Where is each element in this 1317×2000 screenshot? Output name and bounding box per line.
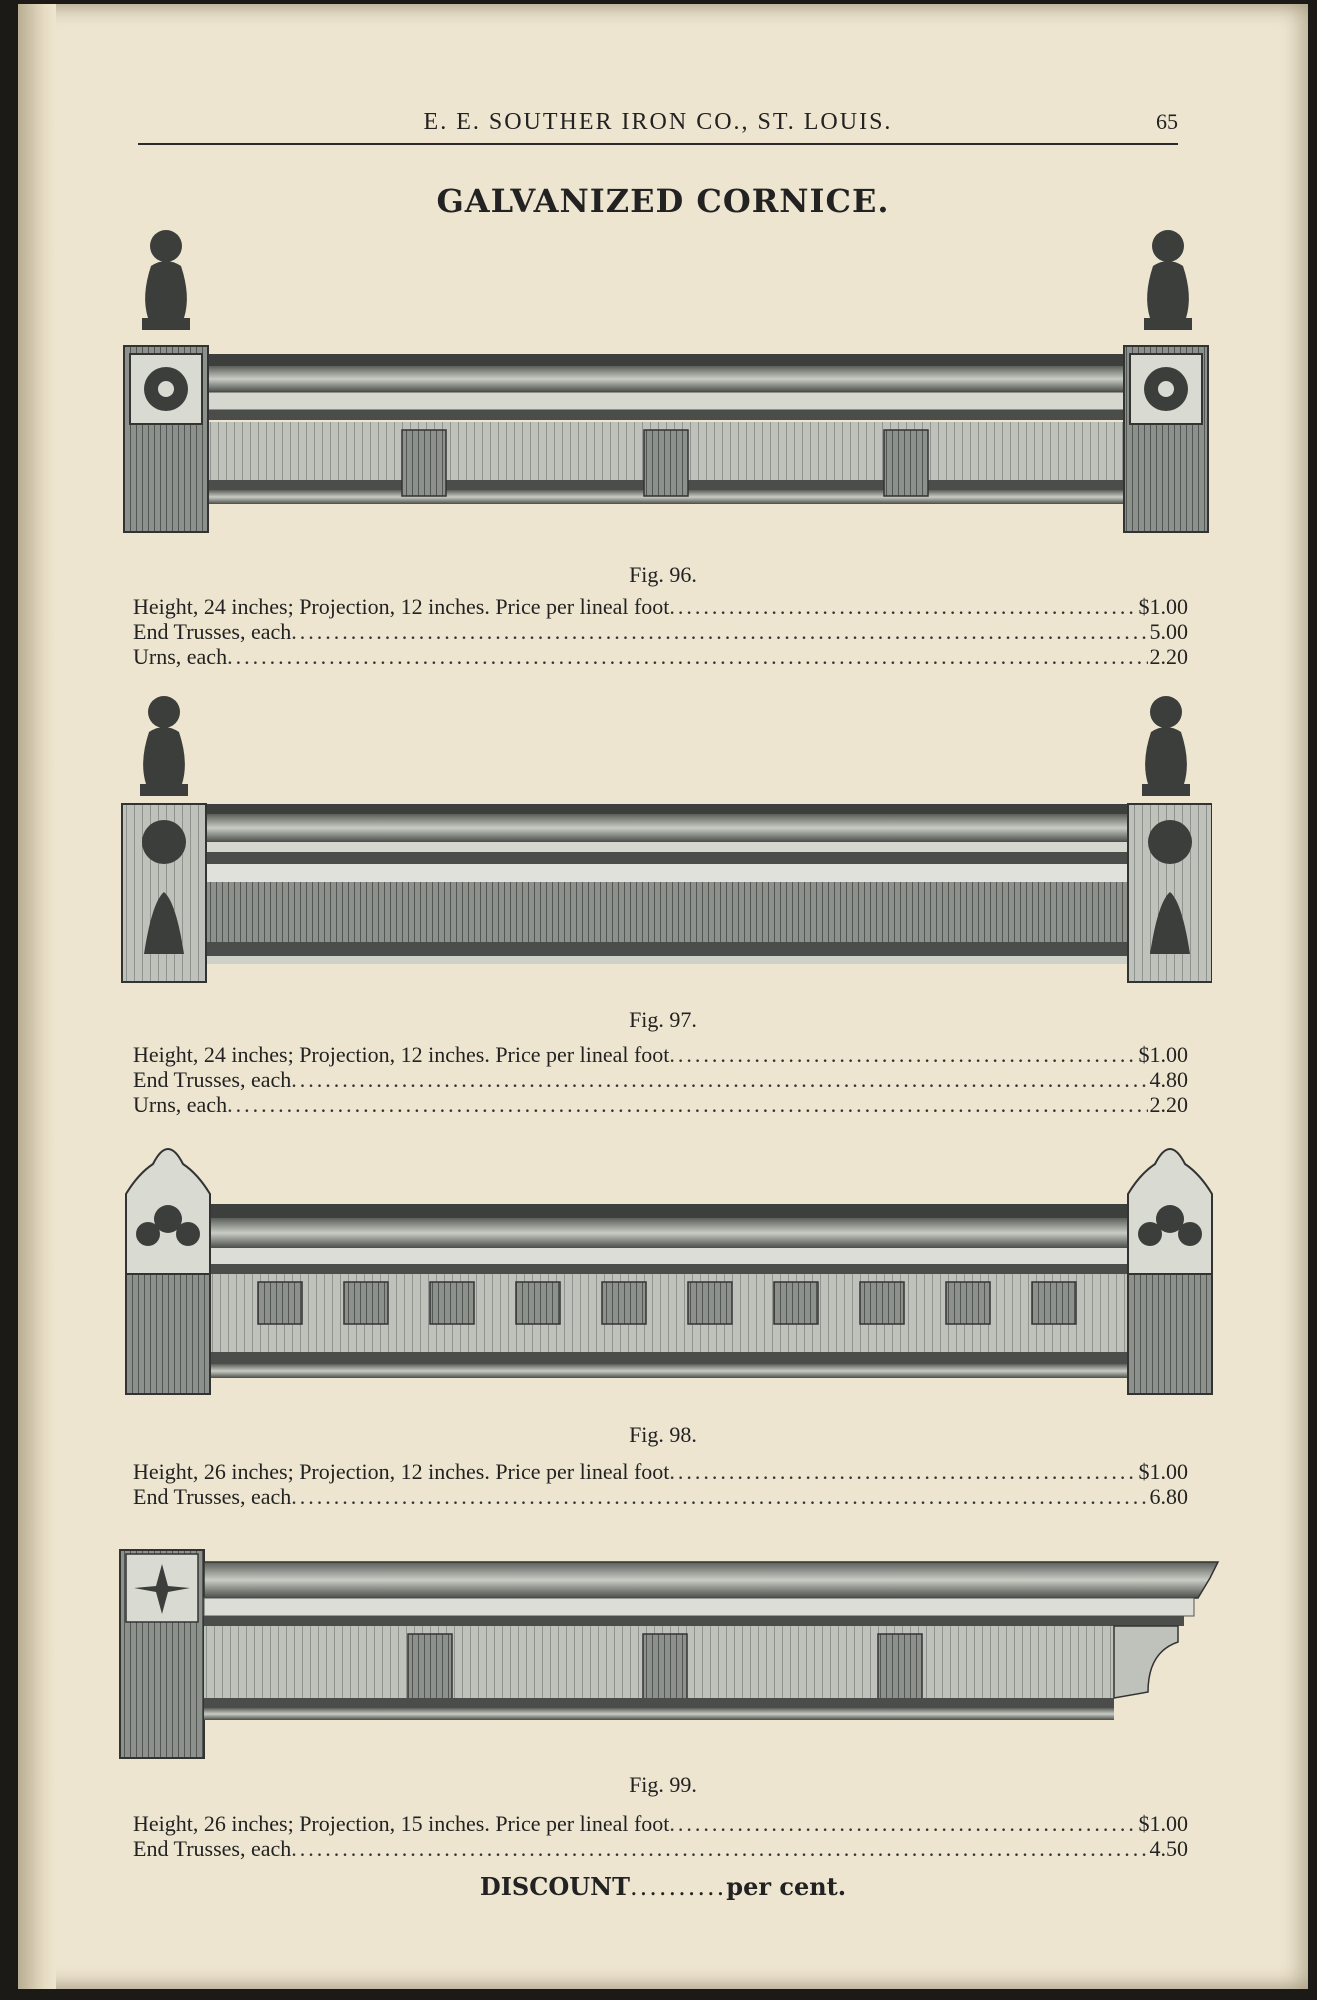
dot-leader xyxy=(227,1092,1147,1117)
price-line xyxy=(133,644,1188,669)
page-title: GALVANIZED CORNICE. xyxy=(436,182,890,220)
price-line-price: 4.50 xyxy=(1149,1836,1188,1861)
cornice-illustration-fig-98 xyxy=(108,1134,1218,1399)
discount-line xyxy=(18,1872,1308,1901)
dot-leader xyxy=(291,1484,1147,1509)
price-line xyxy=(133,619,1188,644)
price-line xyxy=(133,1811,1188,1836)
price-line-price: 6.80 xyxy=(1149,1484,1188,1509)
cornice-illustration-fig-96 xyxy=(106,226,1216,536)
price-line xyxy=(133,1092,1188,1117)
dot-leader xyxy=(291,1836,1147,1861)
price-line xyxy=(133,1484,1188,1509)
discount-dot-leader: .......... xyxy=(629,1873,727,1901)
price-line xyxy=(133,1042,1188,1067)
price-list xyxy=(133,1459,1188,1509)
price-line-label: End Trusses, each xyxy=(133,1836,292,1861)
price-line-price: $1.00 xyxy=(1138,1811,1188,1836)
book-gutter xyxy=(18,4,56,1989)
dot-leader xyxy=(291,1067,1147,1092)
price-line-price: $1.00 xyxy=(1138,1459,1188,1484)
price-list xyxy=(133,1811,1188,1861)
price-line-label: End Trusses, each xyxy=(133,619,292,644)
running-title: E. E. SOUTHER IRON CO., ST. LOUIS. xyxy=(423,109,893,135)
price-line-price: 4.80 xyxy=(1149,1067,1188,1092)
price-line xyxy=(133,594,1188,619)
discount-label: DISCOUNT xyxy=(479,1872,630,1901)
price-line-price: 5.00 xyxy=(1149,619,1188,644)
price-line-price: 2.20 xyxy=(1149,644,1188,669)
running-head xyxy=(138,109,1178,145)
price-list xyxy=(133,594,1188,669)
price-line-label: Urns, each xyxy=(133,1092,228,1117)
price-line-label: End Trusses, each xyxy=(133,1484,292,1509)
figure-caption: Fig. 96. xyxy=(629,562,697,587)
price-line-price: 2.20 xyxy=(1149,1092,1188,1117)
dot-leader xyxy=(669,1459,1136,1484)
cornice-illustration-fig-97 xyxy=(102,692,1212,992)
figure-caption: Fig. 99. xyxy=(629,1772,697,1797)
figure-caption: Fig. 97. xyxy=(629,1007,697,1032)
price-line xyxy=(133,1067,1188,1092)
price-line-label: Height, 24 inches; Projection, 12 inches. Price per lineal foot xyxy=(133,1042,670,1067)
dot-leader xyxy=(669,1811,1136,1836)
price-line xyxy=(133,1459,1188,1484)
dot-leader xyxy=(669,594,1136,619)
price-line-label: Height, 26 inches; Projection, 12 inches. Price per lineal foot xyxy=(133,1459,670,1484)
price-line-label: End Trusses, each xyxy=(133,1067,292,1092)
price-list xyxy=(133,1042,1188,1117)
price-line-label: Height, 26 inches; Projection, 15 inches. Price per lineal foot xyxy=(133,1811,670,1836)
price-line-price: $1.00 xyxy=(1138,594,1188,619)
dot-leader xyxy=(227,644,1147,669)
price-line xyxy=(133,1836,1188,1861)
price-line-label: Height, 24 inches; Projection, 12 inches. Price per lineal foot xyxy=(133,594,670,619)
dot-leader xyxy=(669,1042,1136,1067)
price-line-label: Urns, each xyxy=(133,644,228,669)
cornice-illustration-fig-99 xyxy=(118,1542,1238,1764)
catalog-page xyxy=(18,4,1308,1989)
page-number: 65 xyxy=(1156,109,1178,134)
discount-suffix: per cent. xyxy=(726,1872,847,1901)
figure-caption: Fig. 98. xyxy=(629,1422,697,1447)
dot-leader xyxy=(291,619,1147,644)
price-line-price: $1.00 xyxy=(1138,1042,1188,1067)
